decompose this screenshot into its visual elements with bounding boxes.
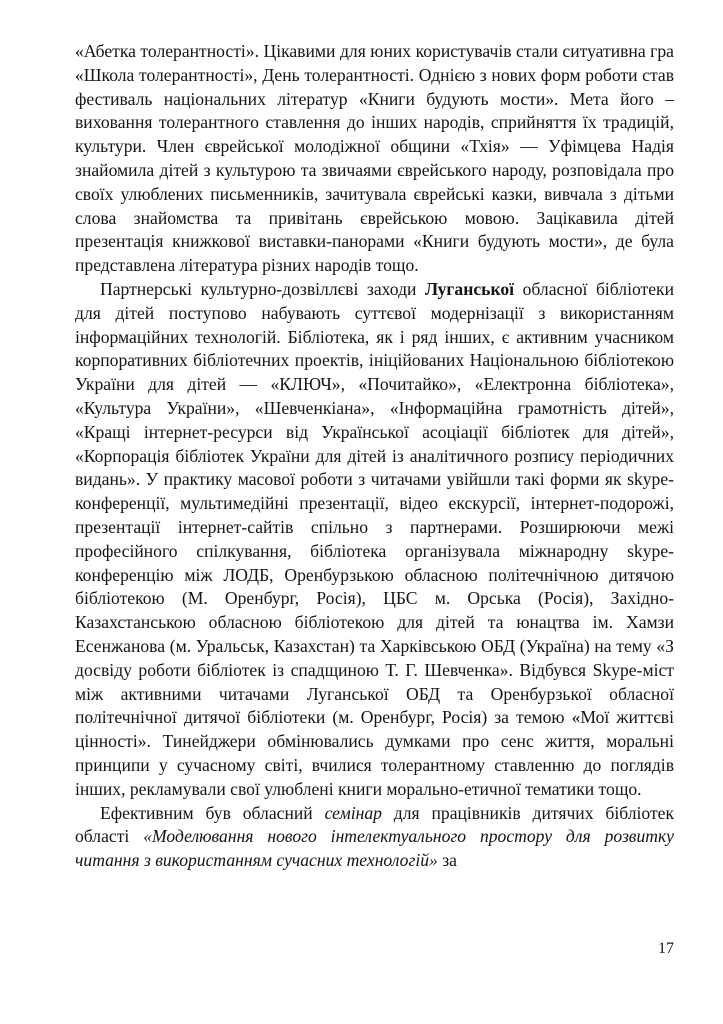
paragraph-2-bold-term: Луганської [424,278,515,299]
paragraph-3-italic-title: «Моделювання нового інтелектуального простору для розвитку читання з використанням сучасних технологій» [75,826,674,871]
paragraph-1-text: «Абетка толерантності». Цікавими для юних користувачів стали ситуативна гра «Школа толерантності», День толерантності. Однією з нових форм роботи став фестиваль національних літератур «Книги будують мости». Мета його – виховання толерантного ставлення до інших народів, сприйняття їх традицій, культури. Член єврейської молодіжної общини «Тхія» — Уфімцева Надія знайомила дітей з культурою та звичаями єврейського народу, розповідала про своїх улюблених письменників, зачитувала єврейські казки, вивчала з дітьми слова знайомства та привітань єврейською мовою. Зацікавила дітей презентація книжкової виставки-панорами «Книги будують мости», де була представлена література різних народів тощо. [75,41,674,276]
paragraph-1 [75,40,674,278]
paragraph-3-text-middle: для працівників дитячих бібліотек області [75,802,675,847]
paragraph-3-italic-seminar: семінар [324,802,382,823]
paragraph-2-text-rest: обласної бібліотеки для дітей поступово набувають суттєвої модернізації з використанням інформаційних технологій. Бібліотека, як і ряд інших, є активним учасником корпоративних бібліотечних проектів, ініційованих Національною бібліотекою України для дітей — «КЛЮЧ», «Почитайко», «Електронна бібліотека», «Культура України», «Шевченкіана», «Інформаційна грамотність дітей», «Кращі інтернет-ресурси від Української асоціації бібліотек для дітей», «Корпорація бібліотек України для дітей із аналітичного розпису періодичних видань». У практику масової роботи з читачами увійшли такі форми як skype-конференції, мультимедійні презентації, відео екскурсії, інтернет-подорожі, презентації інтернет-сайтів спільно з партнерами. Розширюючи межі професійного спілкування, бібліотека організувала міжнародну skype-конференцію між ЛОДБ, Оренбурзькою обласною політечнічною дитячою бібліотекою (М. Оренбург, Росія), ЦБС м. Орська (Росія), Західно-Казахстанською обласною бібліотекою для дітей та юнацтва ім. Хамзи Есенжанова (м. Уральськ, Казахстан) та Харківською ОБД (Україна) на тему «З досвіду роботи бібліотек із спадщиною Т. Г. Шевченка». Відбувся Skype-міст між активними читачами Луганської ОБД та Оренбурзької обласної політечнічної дитячої бібліотеки (м. Оренбург, Росія) за темою «Мої життєві цінності». Тинейджери обмінювались думками про сенс життя, моральні принципи у сучасному світі, вчилися толерантному ставленню до поглядів інших, рекламували свої улюблені книги морально-етичної тематики тощо. [75,278,674,799]
page-number: 17 [658,940,674,957]
document-page [75,40,674,873]
paragraph-3-text-end: за [437,850,457,871]
paragraph-3-text-start: Ефективним був обласний [100,802,325,823]
paragraph-2 [75,278,674,802]
paragraph-3 [75,802,674,873]
paragraph-2-text-start: Партнерські культурно-дозвіллєві заходи [100,278,425,299]
